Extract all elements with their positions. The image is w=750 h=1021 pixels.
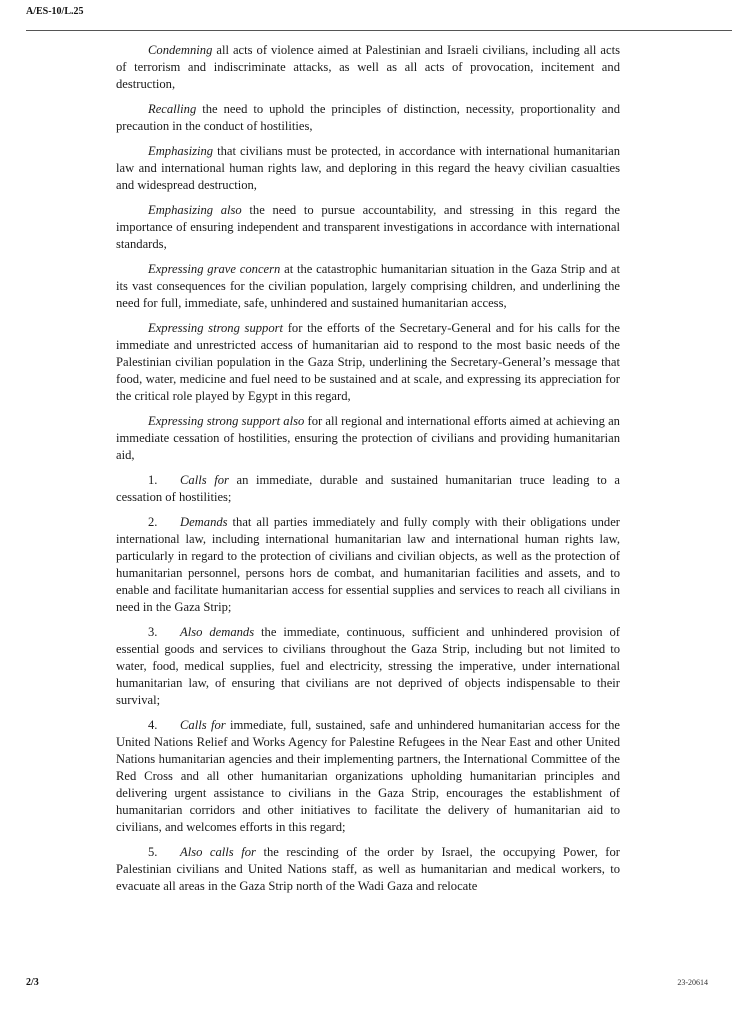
paragraph-lead: Also calls for bbox=[180, 845, 256, 859]
paragraph-number: 3. bbox=[148, 625, 158, 639]
paragraph-text: that civilians must be protected, in accordance with international humanitarian law and international human rights law, and deploring in this regard the heavy civilian casualties and widespread destruction, bbox=[116, 144, 620, 192]
paragraph-lead: Also demands bbox=[180, 625, 255, 639]
paragraph-text: an immediate, durable and sustained humanitarian truce leading to a cessation of hostilities; bbox=[116, 473, 620, 504]
paragraph-lead: Calls for bbox=[180, 718, 226, 732]
paragraph-text: the need to uphold the principles of distinction, necessity, proportionality and precaution in the conduct of hostilities, bbox=[116, 102, 620, 133]
paragraph-lead: Emphasizing bbox=[148, 144, 214, 158]
document-number: 23-20614 bbox=[677, 978, 708, 987]
paragraph-number: 4. bbox=[148, 718, 158, 732]
paragraph-text: that all parties immediately and fully comply with their obligations under international law, including international humanitarian law and international human rights law, particularly in regard to the protection of civilians and civilian objects, as well as the protection of humanitarian personnel, persons hors de combat, and humanitarian facilities and assets, and to enable and facilitate humanitarian access for essential supplies and services to reach all civilians in need in the Gaza Strip; bbox=[116, 515, 620, 614]
preambular-paragraph bbox=[116, 42, 620, 93]
paragraph-text: immediate, full, sustained, safe and unhindered humanitarian access for the United Nations Relief and Works Agency for Palestine Refugees in the Near East and other United Nations humanitarian agencies and their implementing partners, the International Committee of the Red Cross and all other humanitarian organizations upholding humanitarian principles and delivering urgent assistance to civilians in the Gaza Strip, encourages the establishment of humanitarian corridors and other initiatives to facilitate the delivery of humanitarian aid to civilians, and welcomes efforts in this regard; bbox=[116, 718, 620, 834]
operative-paragraph bbox=[116, 514, 620, 616]
paragraph-lead: Condemning bbox=[148, 43, 213, 57]
paragraph-lead: Recalling bbox=[148, 102, 197, 116]
paragraph-number: 1. bbox=[148, 473, 158, 487]
paragraph-text: all acts of violence aimed at Palestinian and Israeli civilians, including all acts of terrorism and indiscriminate attacks, as well as all acts of provocation, incitement and destruction, bbox=[116, 43, 620, 91]
preambular-paragraph bbox=[116, 101, 620, 135]
paragraph-number: 2. bbox=[148, 515, 158, 529]
page-number: 2/3 bbox=[26, 977, 39, 988]
preambular-paragraph bbox=[116, 413, 620, 464]
paragraph-text: for all regional and international efforts aimed at achieving an immediate cessation of hostilities, ensuring the protection of civilians and providing humanitarian aid, bbox=[116, 414, 620, 462]
preambular-paragraph bbox=[116, 202, 620, 253]
paragraph-lead: Expressing strong support also bbox=[148, 414, 305, 428]
document-body bbox=[116, 42, 620, 903]
paragraph-text: the immediate, continuous, sufficient and unhindered provision of essential goods and services to civilians throughout the Gaza Strip, including but not limited to water, food, medical supplies, fuel and electricity, stressing the imperative, under international humanitarian law, of ensuring that civilians are not deprived of objects indispensable to their survival; bbox=[116, 625, 621, 707]
doc-symbol: A/ES-10/L.25 bbox=[26, 6, 84, 17]
paragraph-lead: Expressing grave concern bbox=[148, 262, 281, 276]
paragraph-lead: Calls for bbox=[180, 473, 229, 487]
paragraph-number: 5. bbox=[148, 845, 158, 859]
preambular-paragraph bbox=[116, 261, 620, 312]
operative-paragraph bbox=[116, 717, 620, 836]
operative-paragraph bbox=[116, 472, 620, 506]
operative-paragraph bbox=[116, 624, 620, 709]
operative-paragraph bbox=[116, 844, 620, 895]
paragraph-lead: Demands bbox=[180, 515, 228, 529]
preambular-paragraph bbox=[116, 143, 620, 194]
paragraph-text: at the catastrophic humanitarian situation in the Gaza Strip and at its vast consequences for the civilian population, largely comprising children, and underlining the need for full, immediate, safe, unhindered and sustained humanitarian access, bbox=[116, 262, 620, 310]
paragraph-text: the rescinding of the order by Israel, the occupying Power, for Palestinian civilians and United Nations staff, as well as humanitarian and medical workers, to evacuate all areas in the Gaza Strip north of the Wadi Gaza and relocate bbox=[116, 845, 620, 893]
preambular-paragraph bbox=[116, 320, 620, 405]
header-divider bbox=[26, 30, 732, 31]
paragraph-lead: Expressing strong support bbox=[148, 321, 284, 335]
paragraph-lead: Emphasizing also bbox=[148, 203, 242, 217]
paragraph-text: the need to pursue accountability, and stressing in this regard the importance of ensuring independent and transparent investigations in accordance with international standards, bbox=[116, 203, 620, 251]
paragraph-text: for the efforts of the Secretary-General and for his calls for the immediate and unrestricted access of humanitarian aid to respond to the most basic needs of the Palestinian civilian population in the Gaza Strip, underlining the Secretary-General’s message that food, water, medicine and fuel need to be sustained and at scale, and expressing its appreciation for the critical role played by Egypt in this regard, bbox=[116, 321, 620, 403]
